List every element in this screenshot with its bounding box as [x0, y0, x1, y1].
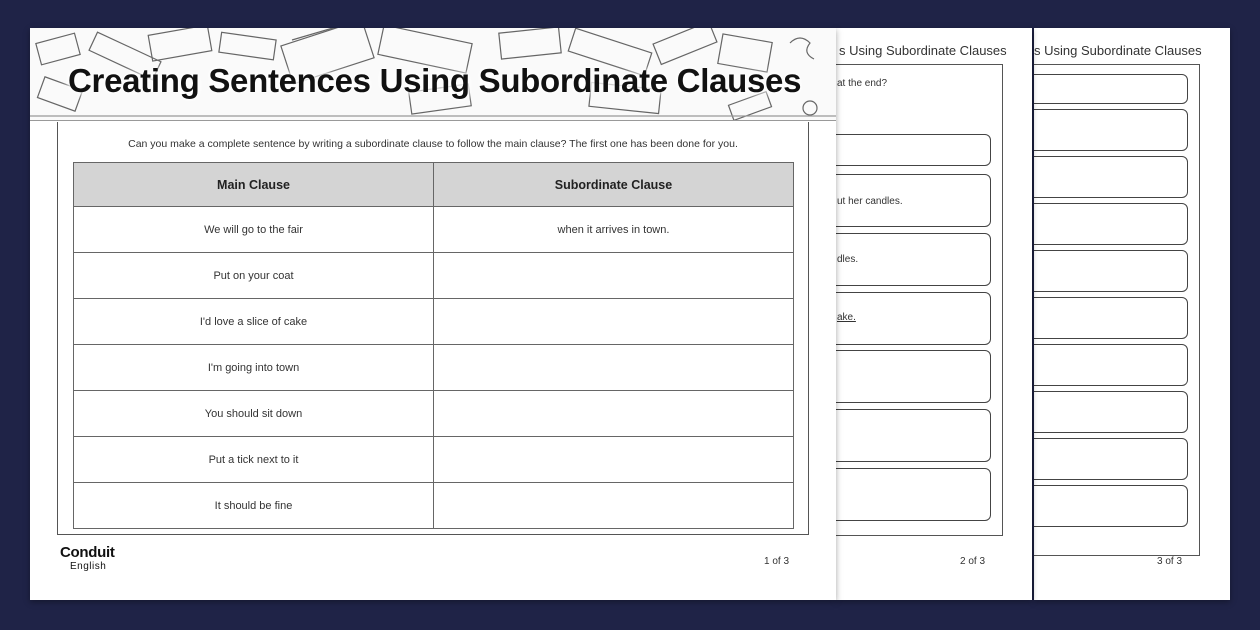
column-header-subordinate-clause: Subordinate Clause — [434, 163, 794, 207]
worksheet-page-1 — [30, 28, 836, 600]
answer-box — [1034, 344, 1188, 386]
page-number: 3 of 3 — [1157, 556, 1183, 567]
worksheet-page-2 — [836, 28, 1032, 600]
table-row — [74, 345, 794, 391]
clause-table — [73, 162, 794, 529]
main-clause-cell: Put on your coat — [74, 253, 434, 299]
answer-box — [836, 134, 991, 166]
subordinate-clause-cell — [434, 483, 794, 529]
table-row — [74, 437, 794, 483]
brand-logo — [60, 544, 115, 572]
answer-box — [836, 233, 991, 286]
page-number: 2 of 3 — [960, 556, 986, 567]
answer-box — [1034, 74, 1188, 104]
answer-box — [836, 350, 991, 403]
instructions: Can you make a complete sentence by writing a subordinate clause to follow the main clause? The first one has been done for you. — [128, 138, 738, 150]
answer-box — [1034, 250, 1188, 292]
main-clause-cell: It should be fine — [74, 483, 434, 529]
table-row — [74, 253, 794, 299]
page-number: 1 of 3 — [764, 556, 790, 567]
table-row — [74, 483, 794, 529]
page-3-title: s Using Subordinate Clauses — [1034, 43, 1202, 58]
table-row — [74, 391, 794, 437]
answer-box — [1034, 297, 1188, 339]
answer-box — [1034, 156, 1188, 198]
subordinate-clause-cell — [434, 345, 794, 391]
subordinate-clause-cell — [434, 253, 794, 299]
table-row — [74, 207, 794, 253]
page-2-question: at the end? — [837, 78, 888, 89]
answer-box — [1034, 391, 1188, 433]
main-clause-cell: We will go to the fair — [74, 207, 434, 253]
worksheet-page-3 — [1034, 28, 1230, 600]
answer-box — [1034, 438, 1188, 480]
answer-box — [836, 292, 991, 345]
main-clause-cell: You should sit down — [74, 391, 434, 437]
main-clause-cell: I'd love a slice of cake — [74, 299, 434, 345]
page-2-title: s Using Subordinate Clauses — [839, 43, 1007, 58]
row-text: ake. — [837, 312, 856, 323]
subordinate-clause-cell — [434, 437, 794, 483]
column-header-main-clause: Main Clause — [74, 163, 434, 207]
row-text: ut her candles. — [837, 196, 903, 207]
answer-box — [836, 468, 991, 521]
subordinate-clause-cell — [434, 391, 794, 437]
row-text: dles. — [837, 254, 859, 265]
answer-box — [836, 409, 991, 462]
main-clause-cell: I'm going into town — [74, 345, 434, 391]
answer-box — [1034, 203, 1188, 245]
answer-box — [1034, 485, 1188, 527]
brand-subtitle: English — [70, 561, 107, 572]
table-row — [74, 299, 794, 345]
main-clause-cell: Put a tick next to it — [74, 437, 434, 483]
answer-box — [1034, 109, 1188, 151]
table-header-row — [74, 163, 794, 207]
page-title: Creating Sentences Using Subordinate Clauses — [68, 62, 802, 99]
subordinate-clause-cell: when it arrives in town. — [434, 207, 794, 253]
subordinate-clause-cell — [434, 299, 794, 345]
brand-name: Conduit — [60, 544, 115, 561]
